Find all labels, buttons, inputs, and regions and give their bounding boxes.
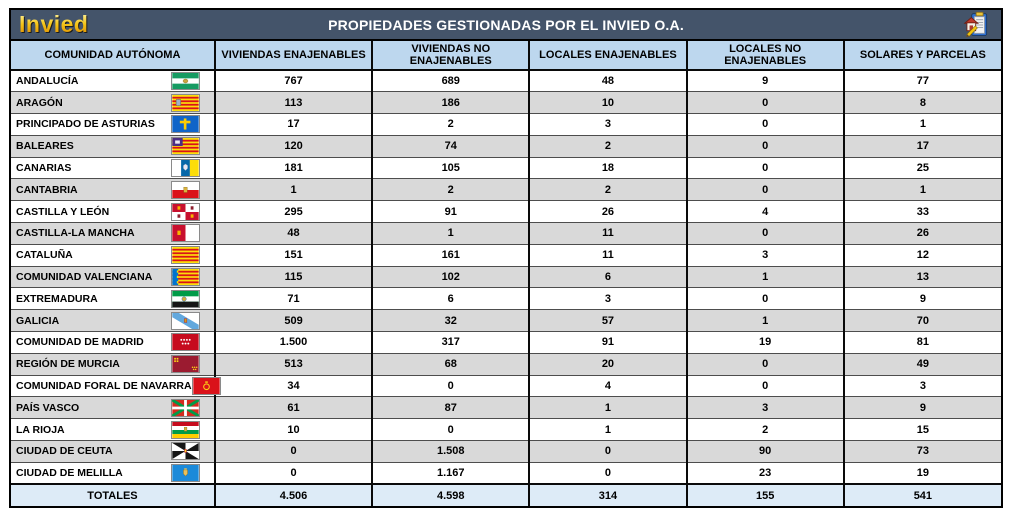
value-cell: 25: [844, 157, 1001, 179]
region-row: [11, 353, 1001, 375]
value-cell: 10: [215, 419, 372, 441]
value-cell: 1.508: [372, 441, 529, 463]
region-name: COMUNIDAD FORAL DE NAVARRA: [16, 380, 192, 393]
value-cell: 17: [215, 114, 372, 136]
value-cell: 91: [372, 201, 529, 223]
value-cell: 33: [844, 201, 1001, 223]
region-name: BALEARES: [16, 140, 74, 153]
flag-melilla-icon: [171, 464, 200, 482]
flag-galicia-icon: [171, 312, 200, 330]
value-cell: 26: [844, 223, 1001, 245]
region-row: [11, 266, 1001, 288]
totals-value-cell: 4.506: [215, 484, 372, 506]
flag-madrid-icon: [171, 333, 200, 351]
table-body: [11, 70, 1001, 484]
value-cell: 48: [529, 70, 686, 92]
column-header: SOLARES Y PARCELAS: [844, 41, 1001, 70]
value-cell: 0: [687, 353, 844, 375]
report-title: PROPIEDADES GESTIONADAS POR EL INVIED O.A.: [328, 16, 684, 33]
region-name-cell: [11, 288, 215, 310]
column-header: LOCALES NO ENAJENABLES: [687, 41, 844, 70]
flag-baleares-icon: [171, 137, 200, 155]
region-name-cell: [11, 353, 215, 375]
value-cell: 2: [687, 419, 844, 441]
value-cell: 3: [844, 375, 1001, 397]
region-name-cell: [11, 397, 215, 419]
region-name-cell: [11, 310, 215, 332]
value-cell: 6: [372, 288, 529, 310]
value-cell: 317: [372, 332, 529, 354]
value-cell: 4: [529, 375, 686, 397]
totals-value-cell: 541: [844, 484, 1001, 506]
region-name: CANTABRIA: [16, 183, 78, 196]
value-cell: 8: [844, 92, 1001, 114]
region-name: LA RIOJA: [16, 423, 65, 436]
region-name: CANARIAS: [16, 162, 72, 175]
flag-extremadura-icon: [171, 290, 200, 308]
value-cell: 34: [215, 375, 372, 397]
totals-value-cell: 155: [687, 484, 844, 506]
region-name: COMUNIDAD DE MADRID: [16, 336, 144, 349]
value-cell: 1: [844, 179, 1001, 201]
region-name-cell: [11, 223, 215, 245]
region-row: [11, 310, 1001, 332]
value-cell: 105: [372, 157, 529, 179]
value-cell: 689: [372, 70, 529, 92]
value-cell: 1: [687, 266, 844, 288]
value-cell: 81: [844, 332, 1001, 354]
region-name-cell: [11, 462, 215, 484]
region-name: CATALUÑA: [16, 249, 73, 262]
flag-murcia-icon: [171, 355, 200, 373]
region-name-cell: [11, 266, 215, 288]
value-cell: 13: [844, 266, 1001, 288]
region-name-cell: [11, 157, 215, 179]
region-name-cell: [11, 244, 215, 266]
region-row: [11, 375, 1001, 397]
value-cell: 57: [529, 310, 686, 332]
region-name: GALICIA: [16, 314, 60, 327]
value-cell: 73: [844, 441, 1001, 463]
region-name: PAÍS VASCO: [16, 401, 80, 414]
region-name-cell: [11, 179, 215, 201]
value-cell: 0: [687, 288, 844, 310]
value-cell: 1.500: [215, 332, 372, 354]
flag-castilla-leon-icon: [171, 203, 200, 221]
value-cell: 11: [529, 244, 686, 266]
value-cell: 12: [844, 244, 1001, 266]
value-cell: 1: [215, 179, 372, 201]
value-cell: 15: [844, 419, 1001, 441]
column-header-row: [11, 41, 1001, 70]
value-cell: 19: [844, 462, 1001, 484]
value-cell: 9: [844, 288, 1001, 310]
region-name-cell: [11, 201, 215, 223]
value-cell: 3: [687, 244, 844, 266]
region-name-cell: [11, 441, 215, 463]
value-cell: 0: [687, 114, 844, 136]
totals-value-cell: 4.598: [372, 484, 529, 506]
region-row: [11, 70, 1001, 92]
value-cell: 0: [687, 157, 844, 179]
flag-asturias-icon: [171, 115, 200, 133]
region-name-cell: [11, 419, 215, 441]
value-cell: 513: [215, 353, 372, 375]
region-row: [11, 419, 1001, 441]
totals-value-cell: 314: [529, 484, 686, 506]
region-row: [11, 244, 1001, 266]
value-cell: 102: [372, 266, 529, 288]
value-cell: 186: [372, 92, 529, 114]
flag-valenciana-icon: [171, 268, 200, 286]
value-cell: 74: [372, 135, 529, 157]
region-row: [11, 92, 1001, 114]
region-row: [11, 441, 1001, 463]
flag-cataluna-icon: [171, 246, 200, 264]
value-cell: 87: [372, 397, 529, 419]
region-row: [11, 135, 1001, 157]
region-row: [11, 462, 1001, 484]
region-name: ARAGÓN: [16, 96, 63, 109]
flag-pais-vasco-icon: [171, 399, 200, 417]
value-cell: 0: [687, 135, 844, 157]
invied-properties-report: [9, 8, 1003, 508]
flag-castilla-la-mancha-icon: [171, 224, 200, 242]
value-cell: 0: [215, 462, 372, 484]
value-cell: 61: [215, 397, 372, 419]
value-cell: 68: [372, 353, 529, 375]
value-cell: 49: [844, 353, 1001, 375]
value-cell: 71: [215, 288, 372, 310]
flag-canarias-icon: [171, 159, 200, 177]
value-cell: 10: [529, 92, 686, 114]
value-cell: 48: [215, 223, 372, 245]
totals-row: [11, 484, 1001, 506]
value-cell: 90: [687, 441, 844, 463]
value-cell: 2: [529, 179, 686, 201]
title-bar: [11, 10, 1001, 41]
value-cell: 0: [687, 179, 844, 201]
region-name: CASTILLA Y LEÓN: [16, 205, 110, 218]
invied-logo: Invied: [19, 11, 89, 37]
value-cell: 70: [844, 310, 1001, 332]
value-cell: 1: [529, 397, 686, 419]
region-name-cell: [11, 332, 215, 354]
value-cell: 0: [687, 92, 844, 114]
flag-andalucia-icon: [171, 72, 200, 90]
value-cell: 1: [529, 419, 686, 441]
value-cell: 11: [529, 223, 686, 245]
region-name: CIUDAD DE MELILLA: [16, 466, 123, 479]
value-cell: 6: [529, 266, 686, 288]
value-cell: 3: [687, 397, 844, 419]
region-name-cell: [11, 135, 215, 157]
value-cell: 19: [687, 332, 844, 354]
value-cell: 0: [372, 419, 529, 441]
value-cell: 3: [529, 288, 686, 310]
region-name: CASTILLA-LA MANCHA: [16, 227, 135, 240]
value-cell: 767: [215, 70, 372, 92]
value-cell: 0: [215, 441, 372, 463]
value-cell: 32: [372, 310, 529, 332]
totals-label: TOTALES: [11, 484, 215, 506]
region-row: [11, 157, 1001, 179]
value-cell: 1.167: [372, 462, 529, 484]
value-cell: 20: [529, 353, 686, 375]
region-row: [11, 332, 1001, 354]
value-cell: 120: [215, 135, 372, 157]
value-cell: 1: [844, 114, 1001, 136]
region-name: EXTREMADURA: [16, 292, 98, 305]
region-row: [11, 201, 1001, 223]
value-cell: 113: [215, 92, 372, 114]
region-name: ANDALUCÍA: [16, 75, 79, 88]
flag-cantabria-icon: [171, 181, 200, 199]
region-name: REGIÓN DE MURCIA: [16, 358, 120, 371]
region-row: [11, 223, 1001, 245]
flag-aragon-icon: [171, 94, 200, 112]
column-header: VIVIENDAS ENAJENABLES: [215, 41, 372, 70]
region-row: [11, 179, 1001, 201]
value-cell: 17: [844, 135, 1001, 157]
value-cell: 2: [372, 179, 529, 201]
properties-table: [11, 41, 1001, 506]
value-cell: 77: [844, 70, 1001, 92]
value-cell: 161: [372, 244, 529, 266]
value-cell: 295: [215, 201, 372, 223]
value-cell: 4: [687, 201, 844, 223]
region-row: [11, 288, 1001, 310]
region-name-cell: [11, 114, 215, 136]
region-name-cell: [11, 70, 215, 92]
house-document-icon: [963, 11, 991, 39]
column-header: VIVIENDAS NO ENAJENABLES: [372, 41, 529, 70]
value-cell: 23: [687, 462, 844, 484]
region-name: CIUDAD DE CEUTA: [16, 445, 113, 458]
region-row: [11, 114, 1001, 136]
value-cell: 115: [215, 266, 372, 288]
column-header: COMUNIDAD AUTÓNOMA: [11, 41, 215, 70]
region-name-cell: [11, 375, 215, 397]
value-cell: 0: [372, 375, 529, 397]
region-name: COMUNIDAD VALENCIANA: [16, 271, 153, 284]
value-cell: 26: [529, 201, 686, 223]
value-cell: 2: [529, 135, 686, 157]
value-cell: 181: [215, 157, 372, 179]
region-name-cell: [11, 92, 215, 114]
value-cell: 18: [529, 157, 686, 179]
value-cell: 509: [215, 310, 372, 332]
value-cell: 0: [687, 375, 844, 397]
value-cell: 1: [372, 223, 529, 245]
value-cell: 91: [529, 332, 686, 354]
value-cell: 9: [687, 70, 844, 92]
column-header: LOCALES ENAJENABLES: [529, 41, 686, 70]
value-cell: 2: [372, 114, 529, 136]
value-cell: 0: [529, 441, 686, 463]
value-cell: 1: [687, 310, 844, 332]
region-name: PRINCIPADO DE ASTURIAS: [16, 118, 155, 131]
region-row: [11, 397, 1001, 419]
value-cell: 0: [687, 223, 844, 245]
value-cell: 3: [529, 114, 686, 136]
value-cell: 151: [215, 244, 372, 266]
value-cell: 0: [529, 462, 686, 484]
value-cell: 9: [844, 397, 1001, 419]
flag-navarra-icon: [192, 377, 221, 395]
flag-ceuta-icon: [171, 442, 200, 460]
flag-la-rioja-icon: [171, 421, 200, 439]
